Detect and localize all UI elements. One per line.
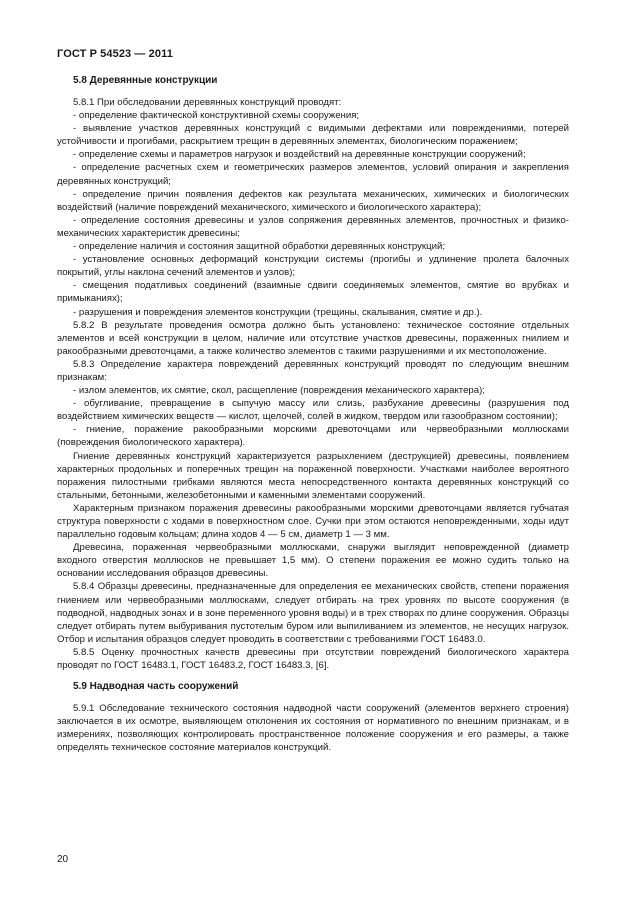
paragraph: - определение расчетных схем и геометрических размеров элементов, условий опирания и закрепления деревянных конструкций;	[57, 162, 569, 187]
paragraph: 5.8.2 В результате проведения осмотра должно быть установлено: техническое состояние отдельных элементов и всей конструкции в целом, наличие или отсутствие участков древесины, пораженных гнилием и ракообразными древоточцами, а также количество элементов с такими разрушениями и их местоположение.	[57, 319, 569, 357]
paragraph: - обугливание, превращение в сыпучую массу или слизь, разбухание древесины (разрушения под воздействием химических веществ — кислот, щелочей, солей в жидком, твердом или газообразном состоянии);	[57, 398, 569, 423]
document-header: ГОСТ Р 54523 — 2011	[57, 48, 173, 60]
paragraph: 5.8.1 При обследовании деревянных конструкций проводят:	[73, 97, 342, 108]
section-heading-5-9: 5.9 Надводная часть сооружений	[73, 681, 239, 693]
paragraph: - определение фактической конструктивной схемы сооружения;	[73, 110, 360, 122]
document-body	[57, 74, 569, 755]
paragraph: - выявление участков деревянных конструкций с видимыми дефектами или повреждениями, потерей устойчивости и прогибами, раскрытием трещин в деревянных элементах, биологическим поражением;	[57, 123, 569, 148]
paragraph: - гниение, поражение ракообразными морскими древоточцами или червеобразными моллюсками (повреждения биологического характера).	[57, 424, 569, 449]
paragraph: - определение схемы и параметров нагрузок и воздействий на деревянные конструкции сооружений;	[73, 149, 526, 161]
paragraph: 5.9.1 Обследование технического состояния надводной части сооружений (элементов верхнего строения) заключается в их осмотре, выявляющем отклонения их состояния от нормативного по внешним признакам, и в измерениях, позволяющих контролировать пространственное положение сооружения и его размеры, а также определять техническое состояние материалов конструкций.	[57, 703, 569, 754]
paragraph: - определение причин появления дефектов как результата механических, химических и биологических воздействий (наличие повреждений механического, химического и биологического характера);	[57, 188, 569, 213]
paragraph: - определение состояния древесины и узлов сопряжения деревянных элементов, прочностных и физико-механических характеристик древесины;	[57, 214, 569, 239]
paragraph: 5.8.4 Образцы древесины, предназначенные для определения ее механических свойств, степени поражения гниением или червеобразными моллюсками, следует отбирать на трех уровнях по высоте сооружения (в подводной, надводных зонах и в зоне переменного уровня воды) и в трех створах по длине сооружения. Образцы следует отбирать путем выбуривания пустотелым буром или выпиливанием из элементов, не несущих нагрузок. Отбор и испытания образцов следует проводить в соответствии с требованиями ГОСТ 16483.0.	[57, 581, 569, 645]
paragraph: Характерным признаком поражения древесины ракообразными морскими древоточцами является губчатая структура поверхности с ходами в поверхностном слое. Сучки при этом остаются неповрежденными, ходы идут параллельно годовым кольцам; длина ходов 4 — 5 см, диаметр 1 — 3 мм.	[57, 502, 569, 541]
page-number: 20	[57, 854, 69, 865]
paragraph: 5.8.5 Оценку прочностных качеств древесины при отсутствии повреждений биологического характера проводят по ГОСТ 16483.1, ГОСТ 16483.2, ГОСТ 16483.3, [6].	[57, 646, 569, 672]
paragraph: - излом элементов, их смятие, скол, расщепление (повреждения механического характера);	[73, 385, 485, 397]
paragraph: - разрушения и повреждения элементов конструкции (трещины, скалывания, смятие и др.).	[73, 306, 483, 318]
section-heading-5-8: 5.8 Деревянные конструкции	[73, 75, 218, 86]
paragraph: Древесина, пораженная червеобразными моллюсками, снаружи выглядит неповрежденной (диаметр входного отверстия моллюсков не превышает 1,5 мм). О степени поражения ее можно судить только на основании исследования образцов древесины.	[57, 542, 569, 580]
paragraph: Гниение деревянных конструкций характеризуется разрыхлением (деструкцией) древесины, появлением характерных продольных и поперечных трещин на пораженной поверхности. Участками наиболее вероятного поражения пилостными грибками являются места непосредственного контакта деревянных конструкций со стальными, бетонными, железобетонными и каменными элементами сооружений.	[57, 450, 569, 501]
paragraph: - определение наличия и состояния защитной обработки деревянных конструкций;	[73, 241, 446, 253]
paragraph: - установление основных деформаций конструкции системы (прогибы и удлинение пролета балочных покрытий, углы наклона сечений элементов и узлов);	[57, 254, 569, 279]
paragraph: 5.8.3 Определение характера повреждений деревянных конструкций проводят по следующим внешним признакам:	[57, 358, 569, 383]
paragraph: - смещения податливых соединений (взаимные сдвиги соединяемых элементов, смятие во врубках и примыканиях);	[57, 280, 569, 305]
